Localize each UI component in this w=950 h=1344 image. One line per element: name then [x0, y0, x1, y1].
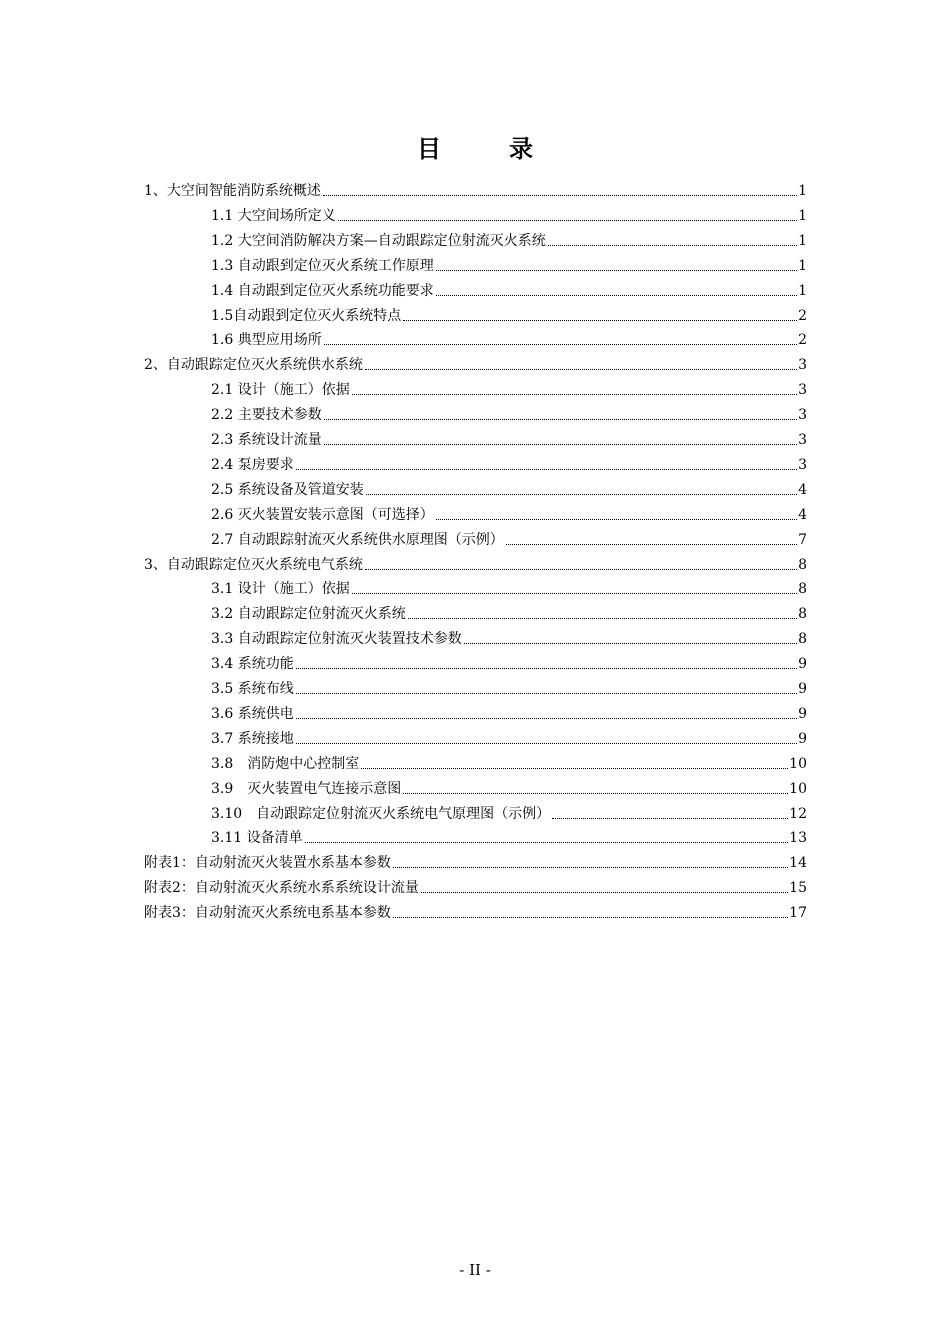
toc-entry-label: 2.2 主要技术参数 [211, 407, 322, 424]
toc-entry[interactable] [211, 623, 807, 648]
toc-entry-label: 3.4 系统功能 [211, 656, 294, 673]
toc-entry[interactable] [211, 499, 807, 524]
toc-entry[interactable] [211, 250, 807, 275]
toc-entry-label: 3.1 设计（施工）依据 [211, 581, 350, 598]
toc-entry-label: 3.7 系统接地 [211, 730, 294, 747]
dot-leader [436, 519, 797, 520]
toc-entry-page-number: 4 [798, 506, 807, 523]
dot-leader [361, 768, 788, 769]
toc-entry-page-number: 3 [798, 357, 807, 374]
toc-entry-page-number: 3 [798, 432, 807, 448]
toc-entry-page-number: 10 [789, 755, 807, 772]
toc-entry-label: 1.6 典型应用场所 [211, 332, 322, 349]
dot-leader [464, 643, 797, 644]
toc-entry[interactable] [211, 573, 807, 598]
toc-entry-page-number: 8 [798, 581, 807, 598]
toc-entry-page-number: 13 [789, 830, 807, 847]
toc-entry[interactable] [211, 598, 807, 623]
toc-entry-page-number: 17 [789, 905, 807, 922]
dot-leader [365, 569, 797, 570]
dot-leader [421, 892, 788, 893]
toc-entry[interactable] [144, 872, 807, 897]
toc-entry-label: 附表3：自动射流灭火系统电系基本参数 [144, 905, 391, 922]
toc-entry[interactable] [211, 648, 807, 673]
dot-leader [393, 867, 788, 868]
toc-entry-label: 2、自动跟踪定位灭火系统供水系统 [144, 357, 363, 374]
toc-entry[interactable] [211, 748, 807, 773]
dot-leader [365, 369, 797, 370]
toc-entry[interactable] [144, 897, 807, 922]
dot-leader [323, 195, 797, 196]
toc-entry-page-number: 3 [798, 456, 807, 473]
toc-entry[interactable] [211, 300, 807, 325]
toc-entry-page-number: 3 [798, 382, 807, 399]
toc-entry-page-number: 1 [798, 207, 807, 224]
toc-entry-label: 1、大空间智能消防系统概述 [144, 183, 321, 199]
dot-leader [296, 668, 797, 669]
dot-leader [296, 743, 797, 744]
dot-leader [403, 793, 788, 794]
toc-entry-page-number: 3 [798, 407, 807, 424]
toc-entry-label: 3.8 消防炮中心控制室 [211, 755, 360, 772]
toc-entry[interactable] [211, 275, 807, 300]
dot-leader [436, 295, 797, 296]
page-number-footer: - II - [459, 1261, 491, 1279]
toc-entry-page-number: 1 [798, 282, 807, 299]
toc-entry[interactable] [211, 822, 807, 847]
toc-entry-label: 2.4 泵房要求 [211, 456, 294, 473]
dot-leader [352, 394, 797, 395]
toc-entry-label: 2.3 系统设计流量 [211, 432, 322, 448]
dot-leader [393, 917, 788, 918]
toc-entry[interactable] [211, 723, 807, 748]
toc-entry-label: 2.1 设计（施工）依据 [211, 382, 350, 399]
dot-leader [296, 693, 797, 694]
dot-leader [506, 544, 797, 545]
dot-leader [436, 270, 797, 271]
toc-entry-label: 3.6 系统供电 [211, 705, 294, 722]
toc-entry[interactable] [211, 374, 807, 399]
toc-entry-page-number: 2 [798, 307, 807, 324]
toc-entry-page-number: 14 [789, 855, 807, 872]
toc-entry[interactable] [211, 424, 807, 449]
toc-entry-label: 2.5 系统设备及管道安装 [211, 481, 364, 498]
toc-entry-label: 3.2 自动跟踪定位射流灭火系统 [211, 606, 406, 623]
toc-entry-page-number: 9 [798, 705, 807, 722]
dot-leader [324, 419, 797, 420]
dot-leader [324, 444, 797, 445]
dot-leader [296, 718, 797, 719]
toc-entry-label: 3、自动跟踪定位灭火系统电气系统 [144, 556, 363, 573]
toc-entry-page-number: 1 [798, 183, 807, 199]
toc-entry[interactable] [211, 474, 807, 499]
dot-leader [548, 245, 797, 246]
toc-entry-label: 3.3 自动跟踪定位射流灭火装置技术参数 [211, 631, 462, 648]
toc-entry-page-number: 9 [798, 656, 807, 673]
toc-entry[interactable] [211, 200, 807, 225]
toc-entry-label: 1.1 大空间场所定义 [211, 207, 336, 224]
toc-entry-page-number: 4 [798, 481, 807, 498]
toc-entry-page-number: 9 [798, 730, 807, 747]
dot-leader [338, 220, 797, 221]
dot-leader [403, 320, 797, 321]
toc-entry-label: 1.4 自动跟到定位灭火系统功能要求 [211, 282, 434, 299]
toc-entry-page-number: 8 [798, 556, 807, 573]
toc-entry-label: 3.11 设备清单 [211, 830, 303, 847]
toc-entry[interactable] [211, 449, 807, 474]
toc-entry-page-number: 7 [798, 531, 807, 548]
toc-entry[interactable] [211, 524, 807, 549]
toc-entry-label: 附表2：自动射流灭火系统水系系统设计流量 [144, 880, 419, 897]
toc-entry[interactable] [211, 798, 807, 823]
toc-entry-label: 3.10 自动跟踪定位射流灭火系统电气原理图（示例） [211, 805, 551, 822]
dot-leader [296, 469, 797, 470]
toc-entry[interactable] [211, 773, 807, 798]
toc-entry[interactable] [144, 349, 807, 374]
toc-entry[interactable] [144, 847, 807, 872]
toc-entry[interactable] [144, 175, 807, 200]
toc-entry-label: 3.9 灭火装置电气连接示意图 [211, 780, 402, 797]
toc-entry-label: 1.5自动跟到定位灭火系统特点 [211, 307, 402, 324]
toc-entry[interactable] [211, 399, 807, 424]
toc-entry[interactable] [211, 324, 807, 349]
dot-leader [324, 344, 797, 345]
toc-entry[interactable] [211, 225, 807, 250]
dot-leader [305, 842, 789, 843]
toc-entry-page-number: 9 [798, 681, 807, 697]
toc-entry-label: 附表1：自动射流灭火装置水系基本参数 [144, 855, 391, 872]
toc-entry-page-number: 15 [789, 880, 807, 897]
toc-entry[interactable] [144, 549, 807, 574]
toc-entry-page-number: 10 [789, 780, 807, 797]
toc-entry-label: 2.7 自动跟踪射流灭火系统供水原理图（示例） [211, 531, 504, 548]
toc-entry-page-number: 1 [798, 232, 807, 249]
dot-leader [408, 618, 797, 619]
toc-entry-page-number: 1 [798, 257, 807, 274]
toc-entry-page-number: 8 [798, 606, 807, 623]
toc-entry[interactable] [211, 673, 807, 698]
toc-entry-page-number: 8 [798, 631, 807, 648]
toc-entry-label: 3.5 系统布线 [211, 681, 294, 697]
dot-leader [366, 494, 797, 495]
toc-entry-page-number: 2 [798, 332, 807, 349]
toc-entry[interactable] [211, 698, 807, 723]
page-title: 目 录 [417, 134, 555, 163]
toc-entry-label: 2.6 灭火装置安装示意图（可选择） [211, 506, 434, 523]
dot-leader [352, 593, 797, 594]
toc-entry-label: 1.3 自动跟到定位灭火系统工作原理 [211, 257, 434, 274]
toc-entry-label: 1.2 大空间消防解决方案—自动跟踪定位射流灭火系统 [211, 232, 546, 249]
toc-entry-page-number: 12 [789, 805, 807, 822]
dot-leader [552, 818, 788, 819]
